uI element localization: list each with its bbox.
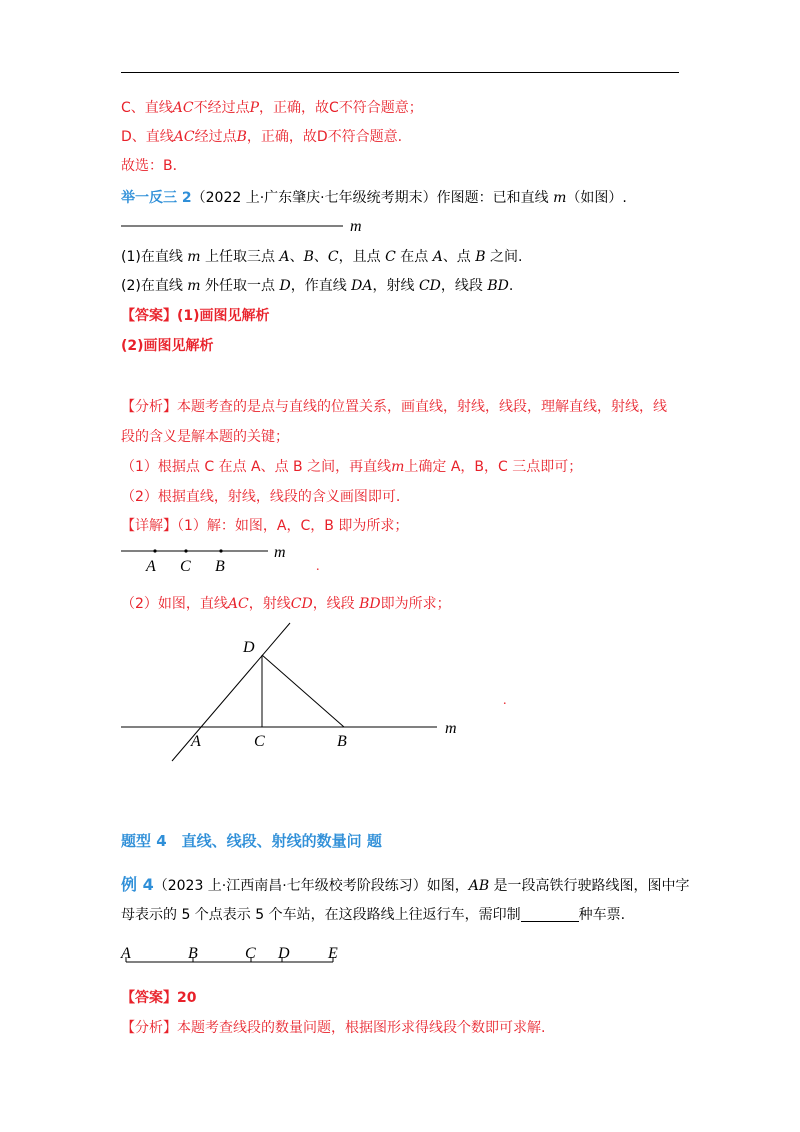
- step-1: （1）根据点 C 在点 A、点 B 之间，再直线m上确定 A，B，C 三点即可；: [121, 459, 583, 475]
- fig2-label-b: B: [215, 558, 225, 575]
- fig4-label-e: E: [328, 945, 338, 962]
- example-4-line-1: 例 4（2023 上·江西南昌·七年级校考阶段练习）如图，AB 是一段高铁行驶路线图，图中字: [121, 875, 690, 894]
- example-4-label: 例 4: [121, 875, 154, 894]
- question-2: (2)在直线 m 外任取一点 D，作直线 DA，射线 CD，线段 BD.: [121, 278, 514, 294]
- choose-answer: 故选：B．: [121, 158, 187, 174]
- analysis-line-2: 段的含义是解本题的关键；: [121, 429, 289, 445]
- fig1-label-m: m: [350, 218, 362, 235]
- fig4-label-d: D: [278, 945, 290, 962]
- question-1: (1)在直线 m 上任取三点 A、B、C，且点 C 在点 A、点 B 之间.: [121, 249, 523, 265]
- detail-line-1: 【详解】（1）解：如图，A，C，B 即为所求；: [121, 518, 409, 534]
- example-4-line-2: 母表示的 5 个点表示 5 个车站，在这段路线上往返行车，需印制 种车票.: [121, 907, 626, 923]
- answer-4: 【答案】20: [121, 990, 197, 1006]
- fig2-label-a: A: [146, 558, 156, 575]
- example-2-label: 举一反三 2: [121, 190, 192, 206]
- fig3-label-m: m: [445, 720, 457, 737]
- detail-line-2: （2）如图，直线AC，射线CD，线段 BD即为所求；: [121, 596, 451, 612]
- example-2-heading: 举一反三 2（2022 上·广东肇庆·七年级统考期末）作图题：已和直线 m（如图）.: [121, 190, 627, 206]
- fig3-label-d: D: [243, 639, 255, 656]
- fig4-label-a: A: [121, 945, 131, 962]
- option-c-line: C、直线AC不经过点P，正确，故C不符合题意；: [121, 100, 423, 116]
- fig3-label-c: C: [254, 733, 265, 750]
- fig3-dot: .: [503, 693, 507, 708]
- fig2-dot: .: [316, 559, 320, 574]
- answer-line-2: (2)画图见解析: [121, 338, 214, 354]
- type-4-heading: 题型 4 直线、线段、射线的数量问 题: [121, 832, 382, 850]
- fig4-label-c: C: [245, 945, 256, 962]
- fig2-label-c: C: [180, 558, 191, 575]
- step-2: （2）根据直线，射线，线段的含义画图即可.: [121, 489, 401, 505]
- fig3-label-a: A: [191, 733, 201, 750]
- fig2-label-m: m: [274, 544, 286, 561]
- analysis-line-1: 【分析】本题考查的是点与直线的位置关系，画直线，射线，线段，理解直线，射线，线: [121, 399, 667, 415]
- analysis-4: 【分析】本题考查线段的数量问题，根据图形求得线段个数即可求解.: [121, 1020, 546, 1036]
- answer-line-1: 【答案】(1)画图见解析: [121, 308, 270, 324]
- fig4-label-b: B: [188, 945, 198, 962]
- fig3-label-b: B: [337, 733, 347, 750]
- option-d-line: D、直线AC经过点B，正确，故D不符合题意.: [121, 129, 403, 145]
